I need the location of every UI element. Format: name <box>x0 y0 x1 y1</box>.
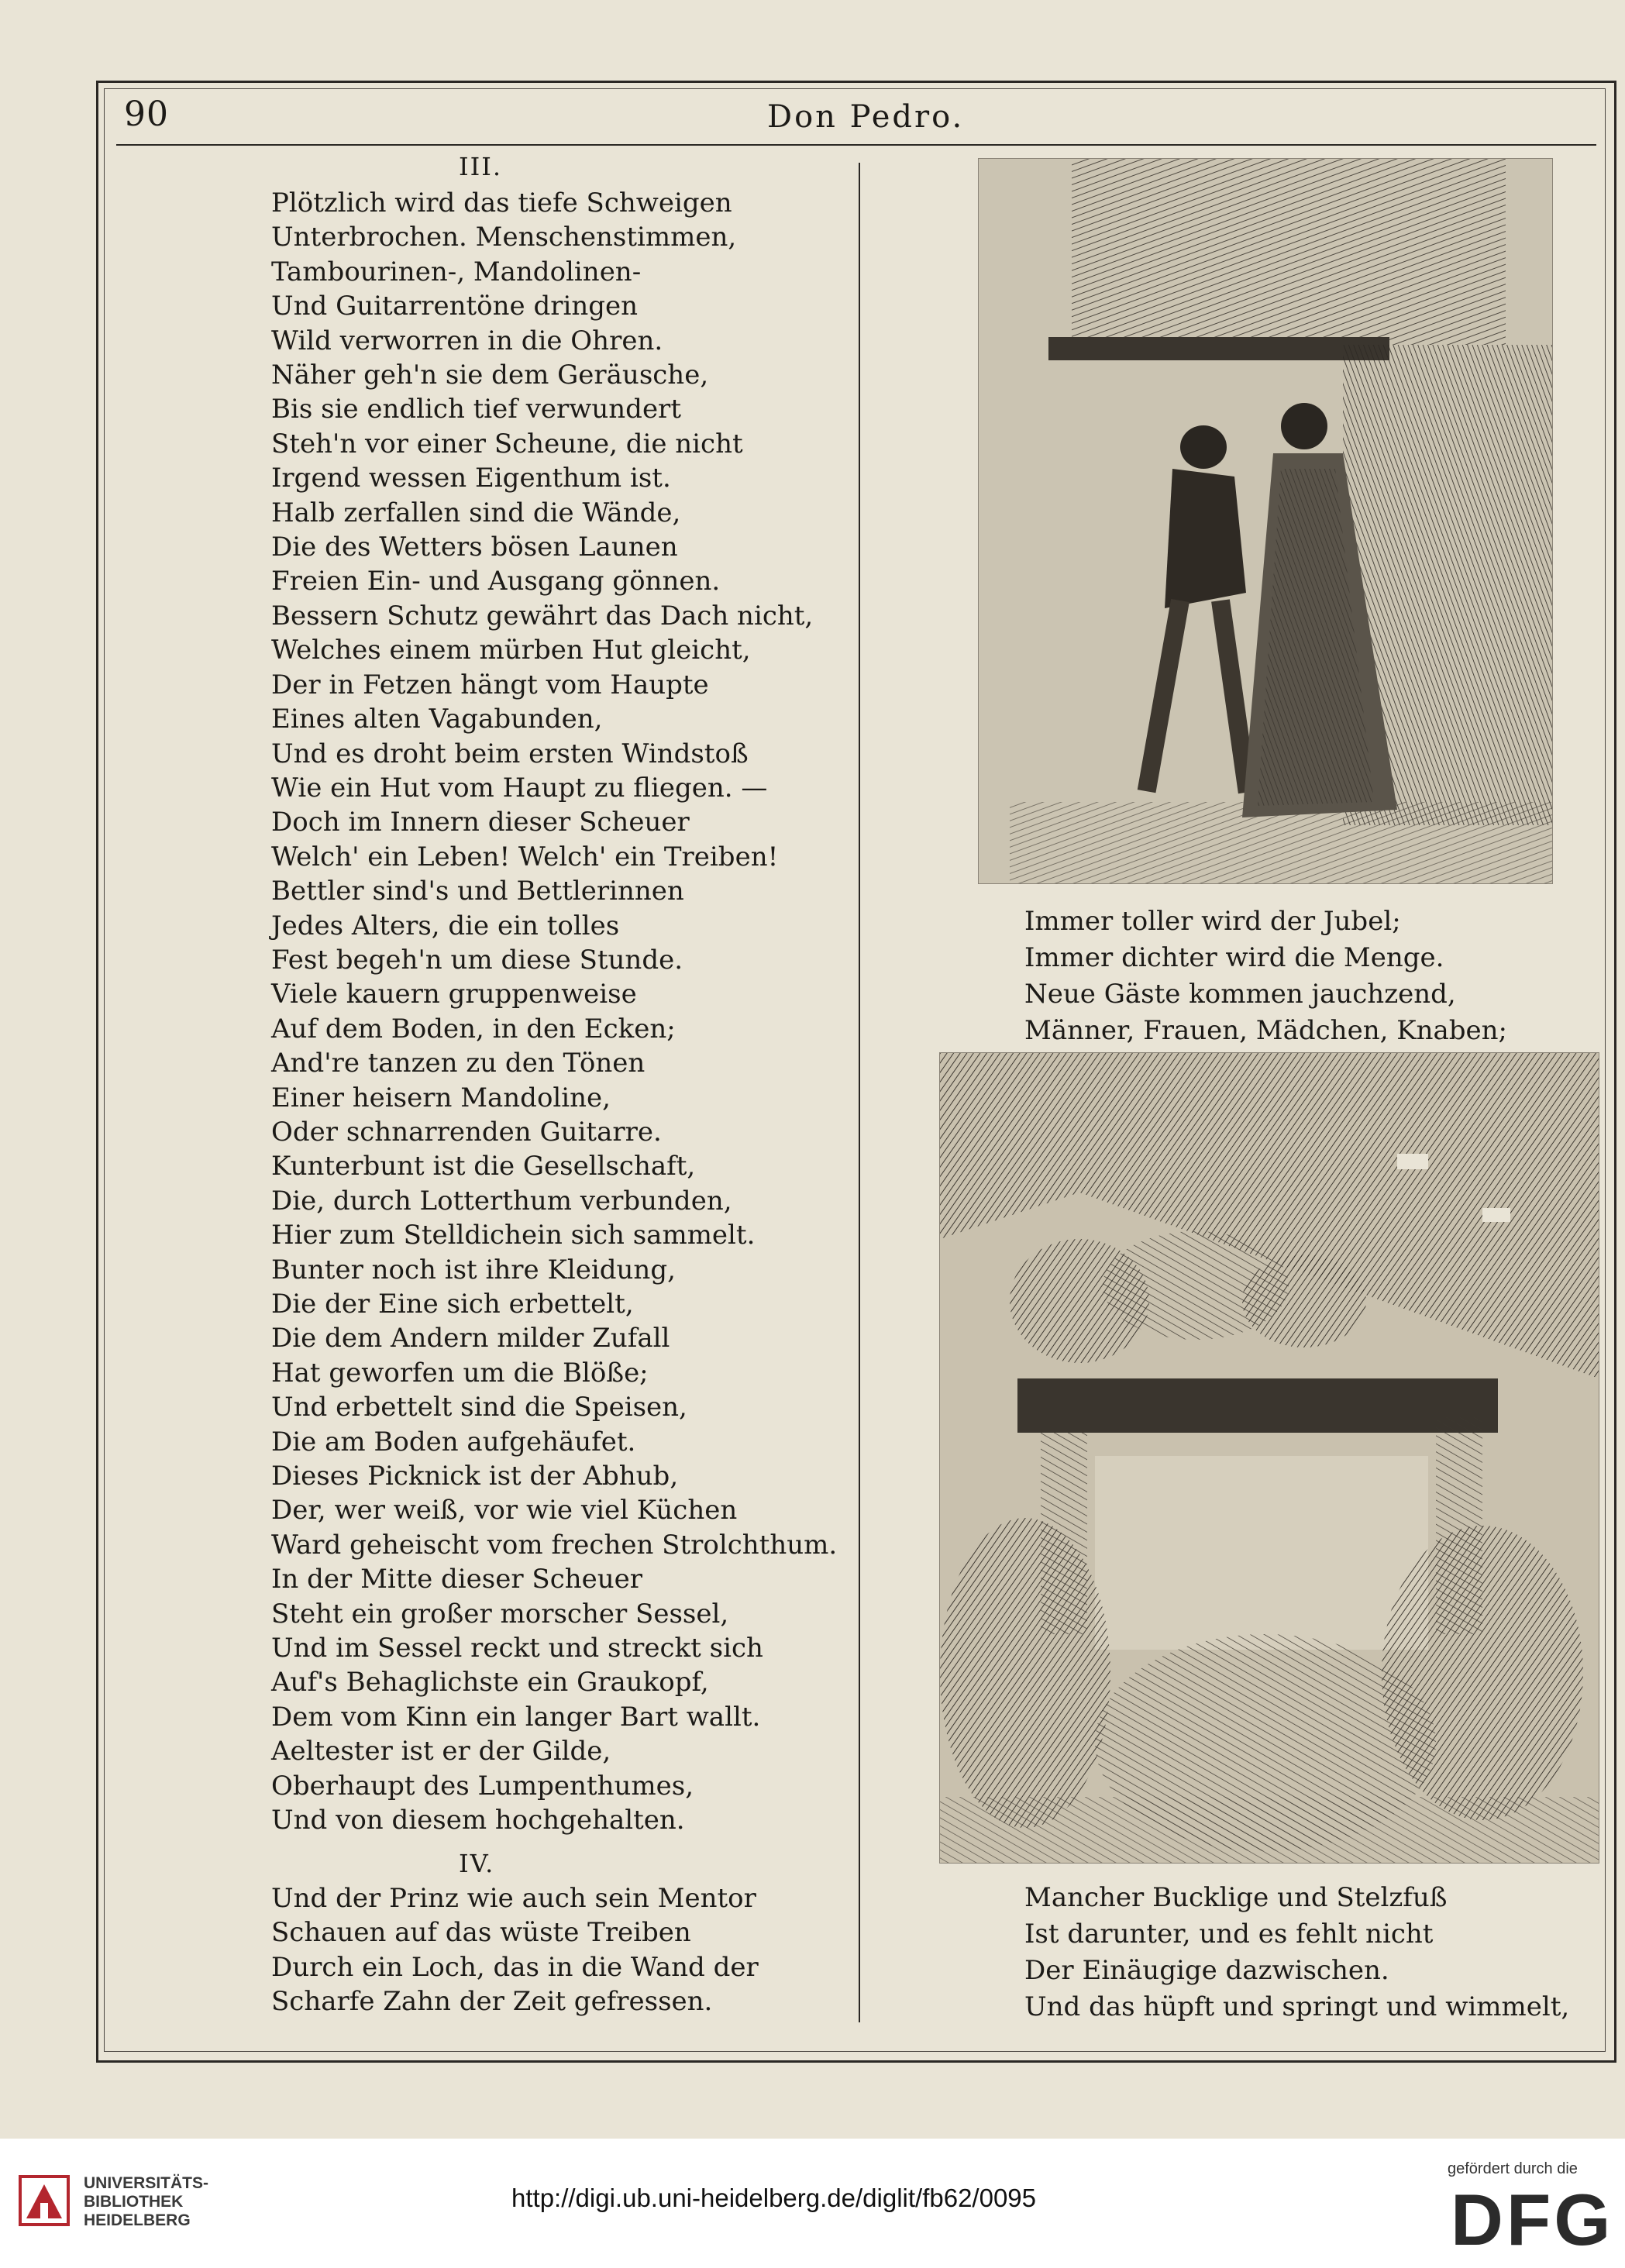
verse-line: Wie ein Hut vom Haupt zu fliegen. — <box>271 772 768 804</box>
verse-line: Die des Wetters bösen Launen <box>271 532 678 563</box>
header-rule <box>116 144 1596 146</box>
engraving-barn-wall <box>979 159 1552 883</box>
verse-line: Steht ein großer morscher Sessel, <box>271 1598 729 1630</box>
verse-line: Der in Fetzen hängt vom Haupte <box>271 669 709 700</box>
verse-line: Der Einäugige dazwischen. <box>1024 1955 1389 1986</box>
verse-line: Männer, Frauen, Mädchen, Knaben; <box>1024 1015 1508 1046</box>
verse-line: Ward geheischt vom frechen Strolchthum. <box>271 1529 838 1561</box>
verse-section-iii <box>271 186 837 1838</box>
running-title: Don Pedro. <box>767 99 965 135</box>
page-number: 90 <box>124 95 169 134</box>
verse-line: Immer toller wird der Jubel; <box>1024 906 1401 937</box>
verse-line: Hier zum Stelldichein sich sammelt. <box>271 1220 756 1251</box>
verse-line: Plötzlich wird das tiefe Schweigen <box>271 188 732 219</box>
verse-line: Bettler sind's und Bettlerinnen <box>271 876 684 907</box>
verse-line: Doch im Innern dieser Scheuer <box>271 807 690 838</box>
verse-line: Freien Ein- und Ausgang gönnen. <box>271 566 721 597</box>
illustration-two-men-at-barn-wall <box>978 158 1553 884</box>
verse-line: Und erbettelt sind die Speisen, <box>271 1392 687 1423</box>
verse-line: Die dem Andern milder Zufall <box>271 1323 670 1354</box>
verse-line: Viele kauern gruppenweise <box>271 979 637 1010</box>
verse-line: Aeltester ist er der Gilde, <box>271 1736 611 1767</box>
column-divider <box>859 163 860 2022</box>
verse-line: Und Guitarrentöne dringen <box>271 291 639 322</box>
verse-line: Und der Prinz wie auch sein Mentor <box>271 1883 756 1914</box>
verse-line: Durch ein Loch, das in die Wand der <box>271 1951 759 1983</box>
verse-line: Und von diesem hochgehalten. <box>271 1805 685 1836</box>
verse-line: Der, wer weiß, vor wie viel Küchen <box>271 1495 738 1526</box>
verse-line: Und es droht beim ersten Windstoß <box>271 738 749 769</box>
verse-line: Bis sie endlich tief verwundert <box>271 394 681 425</box>
library-name <box>84 2174 208 2230</box>
verse-line: Bessern Schutz gewährt das Dach nicht, <box>271 600 814 632</box>
funding-note: gefördert durch die <box>1448 2160 1578 2177</box>
verse-line: Dem vom Kinn ein langer Bart wallt. <box>271 1701 761 1733</box>
verse-line: Tambourinen-, Mandolinen- <box>271 256 642 287</box>
verse-line: In der Mitte dieser Scheuer <box>271 1564 643 1595</box>
verse-line: Und das hüpft und springt und wimmelt, <box>1024 1991 1570 2022</box>
section-heading-iii: III. <box>459 152 503 181</box>
engraving-beggars-feast <box>940 1053 1599 1863</box>
verse-line: Auf's Behaglichste ein Graukopf, <box>271 1667 709 1698</box>
verse-line: Ist darunter, und es fehlt nicht <box>1024 1919 1434 1950</box>
verse-line: Welches einem mürben Hut gleicht, <box>271 635 751 666</box>
dfg-logo: DFG <box>1451 2179 1614 2260</box>
verse-line: Dieses Picknick ist der Abhub, <box>271 1461 679 1492</box>
verse-line: Hat geworfen um die Blöße; <box>271 1357 649 1389</box>
verse-line: Oberhaupt des Lumpenthumes, <box>271 1770 694 1802</box>
verse-line: Wild verworren in die Ohren. <box>271 325 663 356</box>
verse-line: Einer heisern Mandoline, <box>271 1082 611 1113</box>
illustration-beggars-feast <box>939 1052 1599 1864</box>
verse-line: Die der Eine sich erbettelt, <box>271 1289 634 1320</box>
verse-line: Steh'n vor einer Scheune, die nicht <box>271 428 743 459</box>
verse-line: Oder schnarrenden Guitarre. <box>271 1116 662 1148</box>
verse-line: Mancher Bucklige und Stelzfuß <box>1024 1882 1448 1913</box>
verse-line: Die, durch Lotterthum verbunden, <box>271 1185 732 1217</box>
verse-line: Kunterbunt ist die Gesellschaft, <box>271 1151 696 1182</box>
verse-line: Näher geh'n sie dem Geräusche, <box>271 360 709 391</box>
verse-line: Fest begeh'n um diese Stunde. <box>271 944 683 976</box>
verse-line: Unterbrochen. Menschenstimmen, <box>271 222 737 253</box>
verse-line: Bunter noch ist ihre Kleidung, <box>271 1254 676 1285</box>
verse-line: Schauen auf das wüste Treiben <box>271 1917 691 1949</box>
verse-right-stanza-1 <box>1024 903 1507 1049</box>
verse-right-stanza-2 <box>1024 1880 1569 2025</box>
source-url-link[interactable]: http://digi.ub.uni-heidelberg.de/diglit/fb62/0095 <box>511 2184 1036 2212</box>
verse-line: Eines alten Vagabunden, <box>271 704 603 735</box>
library-name-line-1: UNIVERSITÄTS- <box>84 2174 209 2192</box>
library-name-line-2: BIBLIOTHEK <box>84 2193 184 2211</box>
verse-line: Und im Sessel reckt und streckt sich <box>271 1633 763 1664</box>
verse-line: Auf dem Boden, in den Ecken; <box>271 1013 676 1045</box>
verse-line: Jedes Alters, die ein tolles <box>271 910 620 941</box>
verse-line: Die am Boden aufgehäufet. <box>271 1426 636 1458</box>
section-heading-iv: IV. <box>459 1849 495 1878</box>
university-library-logo-icon <box>17 2173 71 2228</box>
verse-line: And're tanzen zu den Tönen <box>271 1048 646 1079</box>
verse-line: Irgend wessen Eigenthum ist. <box>271 463 671 494</box>
verse-line: Halb zerfallen sind die Wände, <box>271 497 681 528</box>
verse-line: Scharfe Zahn der Zeit gefressen. <box>271 1986 713 2018</box>
verse-line: Neue Gäste kommen jauchzend, <box>1024 979 1456 1010</box>
verse-line: Immer dichter wird die Menge. <box>1024 942 1444 973</box>
verse-section-iv <box>271 1881 759 2019</box>
verse-line: Welch' ein Leben! Welch' ein Treiben! <box>271 841 779 872</box>
library-name-line-3: HEIDELBERG <box>84 2211 191 2229</box>
